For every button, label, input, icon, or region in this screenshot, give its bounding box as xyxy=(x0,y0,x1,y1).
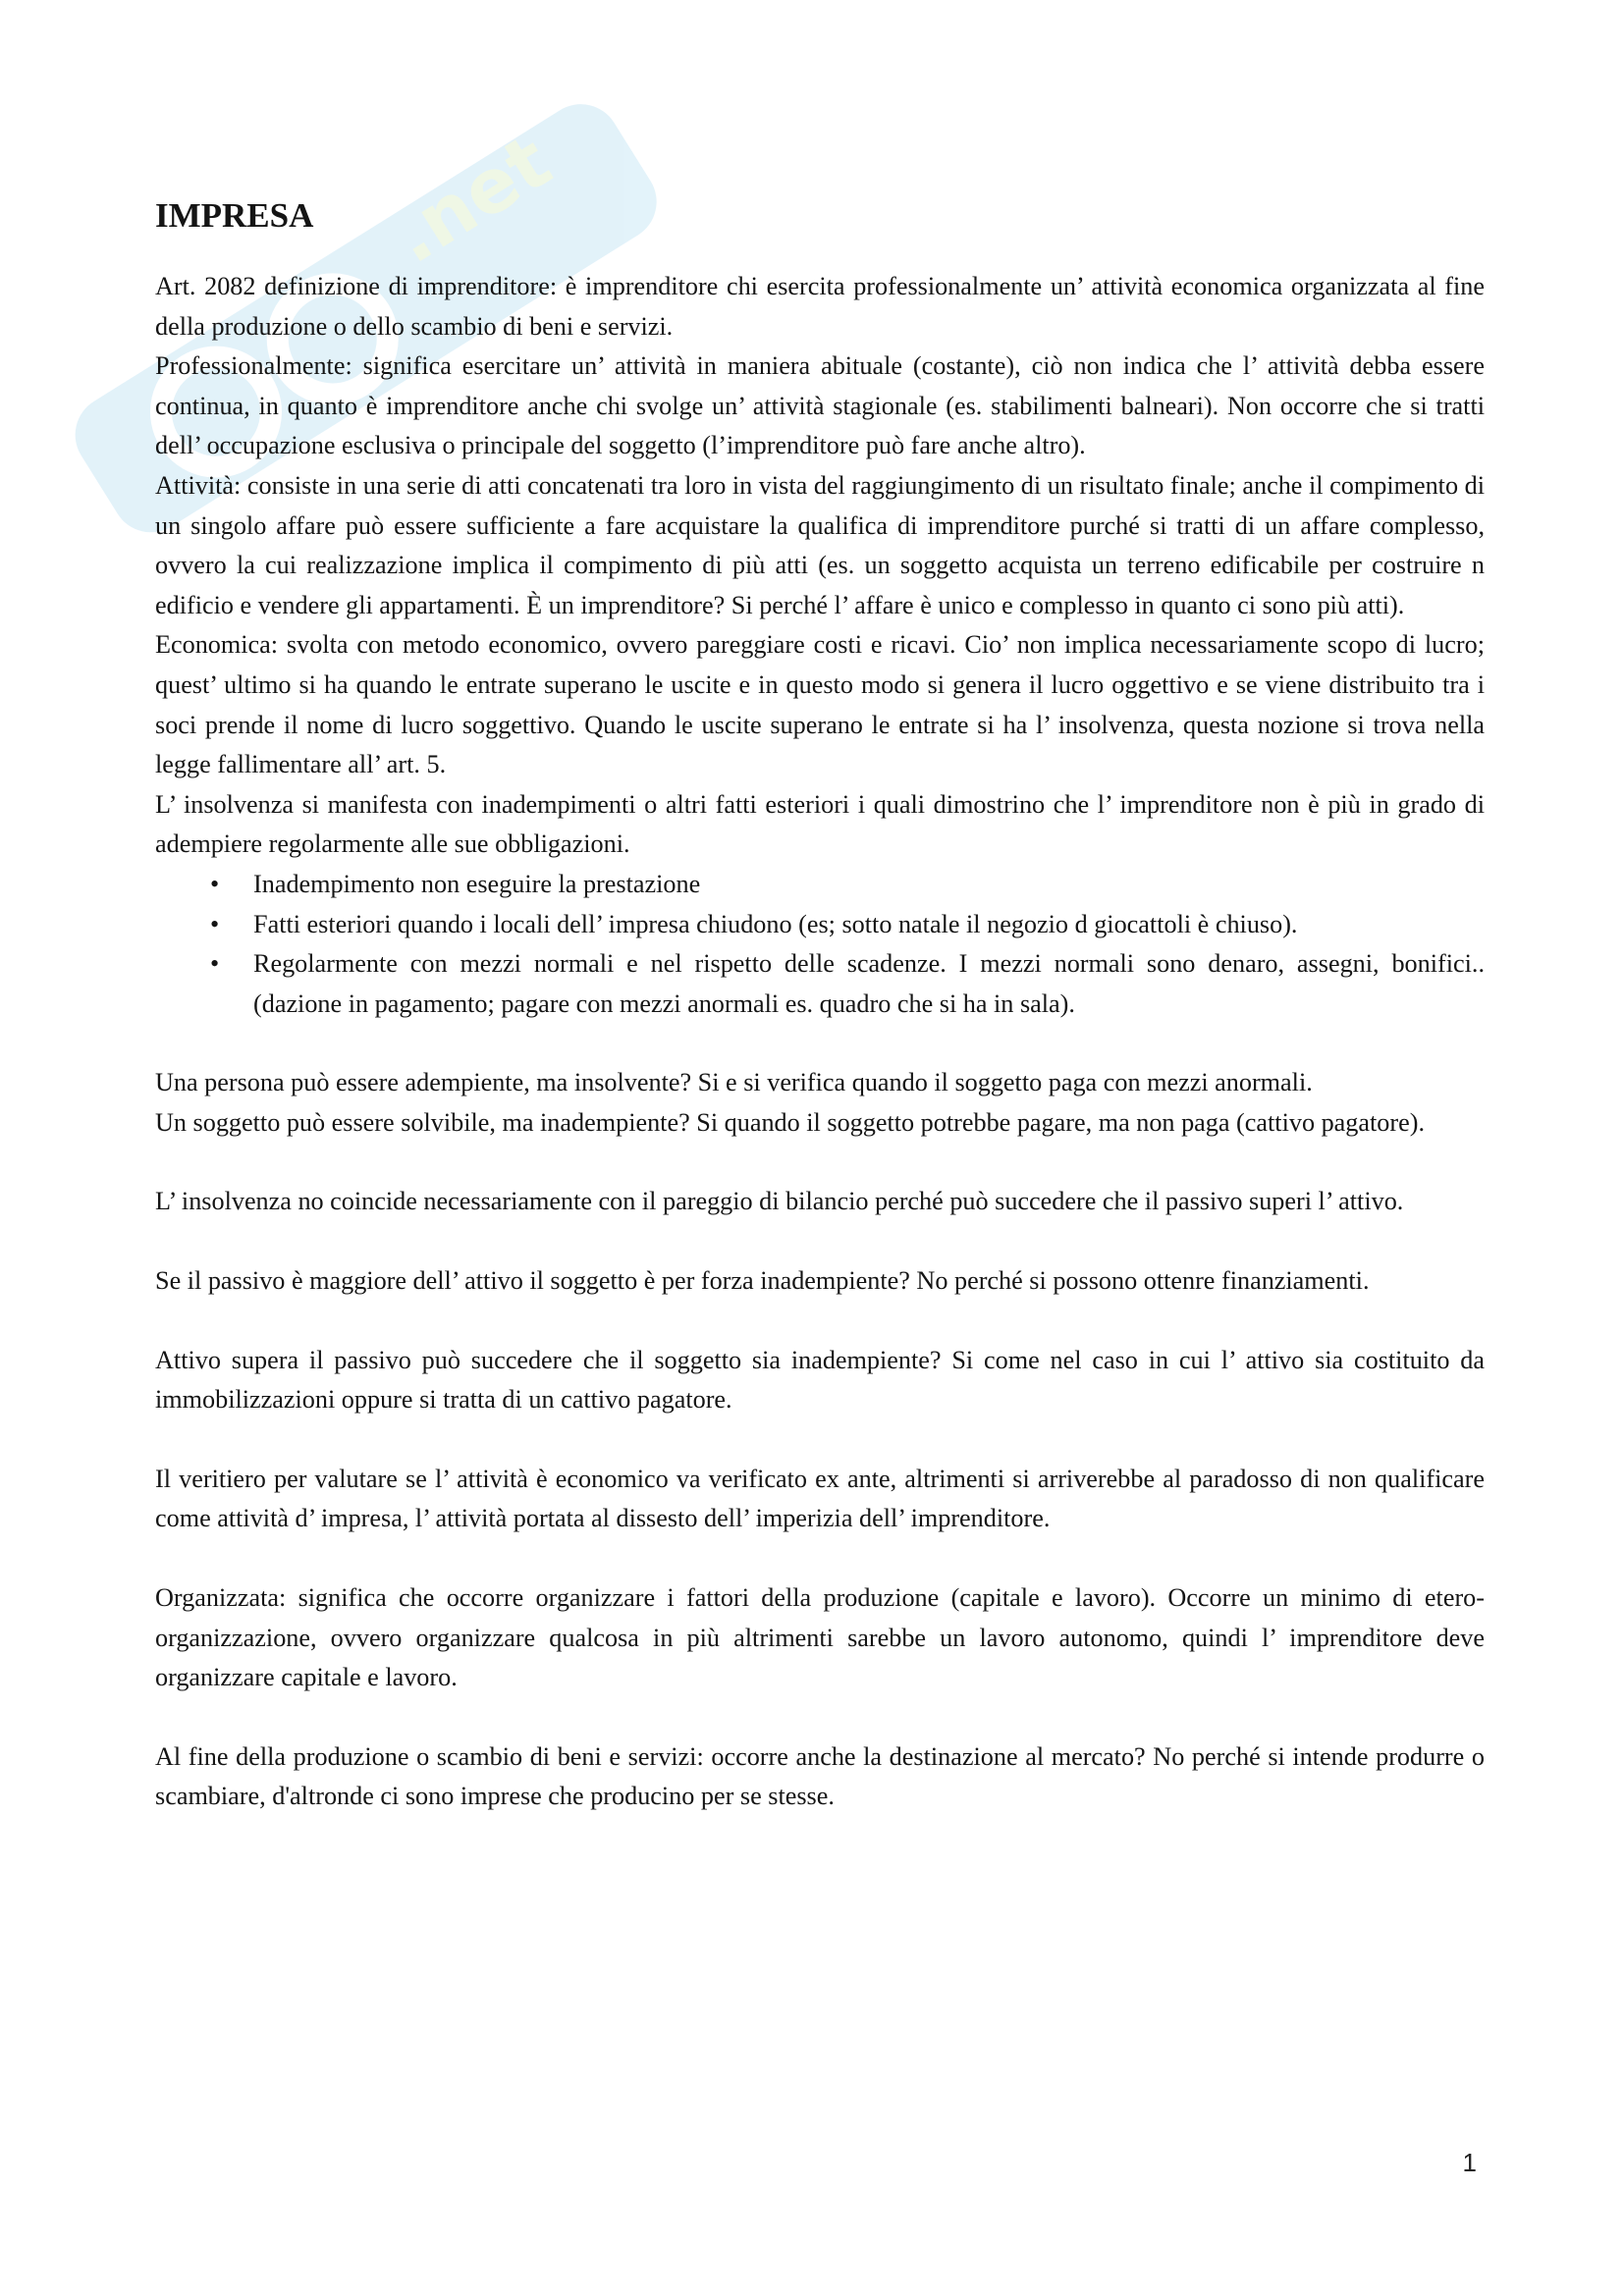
bullet-icon: • xyxy=(210,869,220,898)
bullet-icon: • xyxy=(210,949,220,979)
bullet-list xyxy=(155,865,1485,1024)
paragraph-passivo-maggiore: Se il passivo è maggiore dell’ attivo il soggetto è per forza inadempiente? No perché si possono ottenre finanziamenti. xyxy=(155,1266,1370,1296)
paragraph-adempiente-insolvente: Una persona può essere adempiente, ma insolvente? Si e si verifica quando il soggetto paga con mezzi anormali. xyxy=(155,1068,1313,1097)
paragraph-insolvenza-pareggio: L’ insolvenza no coincide necessariamente con il pareggio di bilancio perché può succedere che il passivo superi l’ attivo. xyxy=(155,1187,1404,1216)
paragraph-art-2082: Art. 2082 definizione di imprenditore: è imprenditore chi esercita professionalmente un’ attività economica organizzata al fine della produzione o dello scambio di beni e servizi. xyxy=(155,272,1485,341)
list-item xyxy=(210,944,1485,1024)
paragraph-professionalmente: Professionalmente: significa esercitare un’ attività in maniera abituale (costante), ciò non indica che l’ attività debba essere continua, in quanto è imprenditore anche chi svolge un’ attività stagionale (es. stabilimenti balneari). Non occorre che si tratti dell’ occupazione esclusiva o principale del soggetto (l’imprenditore può fare anche altro). xyxy=(155,351,1485,460)
list-item xyxy=(210,865,1485,905)
watermark-text: .net xyxy=(376,117,566,281)
page-body xyxy=(155,192,1485,1817)
paragraph-attivita: Attività: consiste in una serie di atti concatenati tra loro in vista del raggiungimento di un risultato finale; anche il compimento di un singolo affare può essere sufficiente a fare acquistare la qualifica di imprenditore purché si tratti di un affare complesso, ovvero la cui realizzazione implica il compimento di più atti (es. un soggetto acquista un terreno edificabile per costruire n edificio e vendere gli appartamenti. È un imprenditore? Si perché l’ affare è unico e complesso in quanto ci sono più atti). xyxy=(155,470,1485,619)
list-item-text: Fatti esteriori quando i locali dell’ impresa chiudono (es; sotto natale il negozio d giocattoli è chiuso). xyxy=(253,909,1298,938)
list-item xyxy=(210,905,1485,945)
paragraph-organizzata: Organizzata: significa che occorre organizzare i fattori della produzione (capitale e lavoro). Occorre un minimo di etero-organizzazione, ovvero organizzare qualcosa in più altrimenti sarebbe un lavoro autonomo, quindi l’ imprenditore deve organizzare capitale e lavoro. xyxy=(155,1583,1485,1692)
page-number: 1 xyxy=(1462,2148,1477,2177)
paragraph-attivo-supera: Attivo supera il passivo può succedere che il soggetto sia inadempiente? Si come nel caso in cui l’ attivo sia costituito da immobilizzazioni oppure si tratta di un cattivo pagatore. xyxy=(155,1345,1485,1415)
paragraph-produzione-scambio: Al fine della produzione o scambio di beni e servizi: occorre anche la destinazione al mercato? No perché si intende produrre o scambiare, d'altronde ci sono imprese che producino per se stesse. xyxy=(155,1741,1485,1811)
paragraph-insolvenza: L’ insolvenza si manifesta con inadempimenti o altri fatti esteriori i quali dimostrino che l’ imprenditore non è più in grado di adempiere regolarmente alle sue obbligazioni. xyxy=(155,789,1485,859)
paragraph-veritiero: Il veritiero per valutare se l’ attività è economico va verificato ex ante, altrimenti si arriverebbe al paradosso di non qualificare come attività d’ impresa, l’ attività portata al dissesto dell’ imperizia dell’ imprenditore. xyxy=(155,1464,1485,1533)
paragraph-solvibile-inadempiente: Un soggetto può essere solvibile, ma inadempiente? Si quando il soggetto potrebbe pagare, ma non paga (cattivo pagatore). xyxy=(155,1107,1425,1137)
list-item-text: Regolarmente con mezzi normali e nel rispetto delle scadenze. I mezzi normali sono denaro, assegni, bonifici.. (dazione in pagamento; pagare con mezzi anormali es. quadro che si ha in sala). xyxy=(253,949,1485,1018)
paragraph-economica: Economica: svolta con metodo economico, ovvero pareggiare costi e ricavi. Cio’ non implica necessariamente scopo di lucro; quest’ ultimo si ha quando le entrate superano le uscite e in questo modo si genera il lucro oggettivo e se viene distribuito tra i soci prende il nome di lucro soggettivo. Quando le uscite superano le entrate si ha l’ insolvenza, questa nozione si trova nella legge fallimentare all’ art. 5. xyxy=(155,630,1485,779)
bullet-icon: • xyxy=(210,909,220,938)
list-item-text: Inadempimento non eseguire la prestazione xyxy=(253,869,701,898)
page-title: IMPRESA xyxy=(155,196,314,235)
